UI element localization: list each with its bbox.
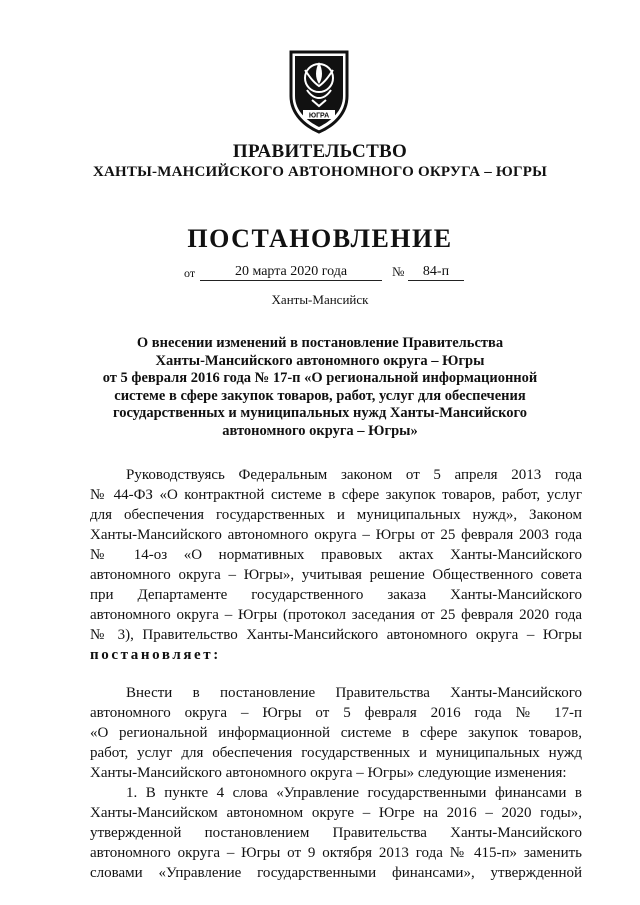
body-line: 1. В пункте 4 слова «Управление государственными финансами в xyxy=(126,785,582,801)
crest-text: ЮГРА xyxy=(308,112,330,120)
heading-line: государственных и муниципальных нужд Ханты-Мансийского xyxy=(112,405,528,421)
body-line: Ханты-Мансийском автономном округе – Югре на 2016 – 2020 годы», xyxy=(90,805,582,821)
body-line: автономного округа – Югры», учитывая решение Общественного совета xyxy=(90,567,582,583)
body-line: № 3), Правительство Ханты-Мансийского автономного округа – Югры xyxy=(90,627,582,643)
decree-meta-row xyxy=(0,263,640,283)
body-line: словами «Управление государственными финансами», утвержденной xyxy=(90,865,582,881)
body-line: автономного округа – Югры от 5 февраля 2016 года № 17-п xyxy=(90,705,582,721)
government-title: ПРАВИТЕЛЬСТВО xyxy=(232,141,408,162)
government-subtitle: ХАНТЫ-МАНСИЙСКОГО АВТОНОМНОГО ОКРУГА – ЮГРЫ xyxy=(92,164,547,180)
date-label: от xyxy=(184,266,196,280)
body-line: № 14-оз «О нормативных правовых актах Ханты-Мансийского xyxy=(90,547,582,563)
heading-line: автономного округа – Югры» xyxy=(222,422,418,439)
city-name: Ханты-Мансийск xyxy=(271,292,369,307)
coat-of-arms-emblem xyxy=(285,48,353,134)
heading-line: Ханты-Мансийского автономного округа – Югры xyxy=(155,352,485,369)
body-line: Внести в постановление Правительства Ханты-Мансийского xyxy=(126,685,582,701)
document-type-title: ПОСТАНОВЛЕНИЕ xyxy=(187,224,453,253)
decree-heading xyxy=(100,335,540,440)
heading-line: О внесении изменений в постановление Правительства xyxy=(136,335,504,351)
body-line: Ханты-Мансийского автономного округа – Югры от 25 февраля 2003 года xyxy=(90,527,582,543)
number-label: № xyxy=(392,264,405,279)
body-line: для обеспечения государственных и муниципальных нужд», Законом xyxy=(90,507,582,523)
body-line: Ханты-Мансийского автономного округа – Югры» следующие изменения: xyxy=(90,765,567,781)
body-line: при Департаменте государственного заказа Ханты-Мансийского xyxy=(90,587,582,603)
body-line: автономного округа – Югры от 9 октября 2013 года № 415-п» заменить xyxy=(90,845,582,861)
body-line: автономного округа – Югры (протокол заседания от 25 февраля 2020 года xyxy=(90,607,582,623)
heading-line: системе в сфере закупок товаров, работ, услуг для обеспечения xyxy=(114,387,526,404)
decree-date: 20 марта 2020 года xyxy=(200,263,382,281)
body-line: работ, услуг для обеспечения государственных и муниципальных нужд xyxy=(90,745,582,761)
body-line: № 44-ФЗ «О контрактной системе в сфере закупок товаров, работ, услуг xyxy=(90,487,582,503)
body-line: Руководствуясь Федеральным законом от 5 апреля 2013 года xyxy=(126,467,582,483)
body-line: утвержденной постановлением Правительства Ханты-Мансийского xyxy=(90,825,582,841)
body-line: «О региональной информационной системе в сфере закупок товаров, xyxy=(90,725,582,741)
resolves-word: постановляет: xyxy=(90,647,221,663)
decree-number: 84-п xyxy=(408,263,464,281)
heading-line: от 5 февраля 2016 года № 17-п «О региональной информационной xyxy=(102,370,538,386)
